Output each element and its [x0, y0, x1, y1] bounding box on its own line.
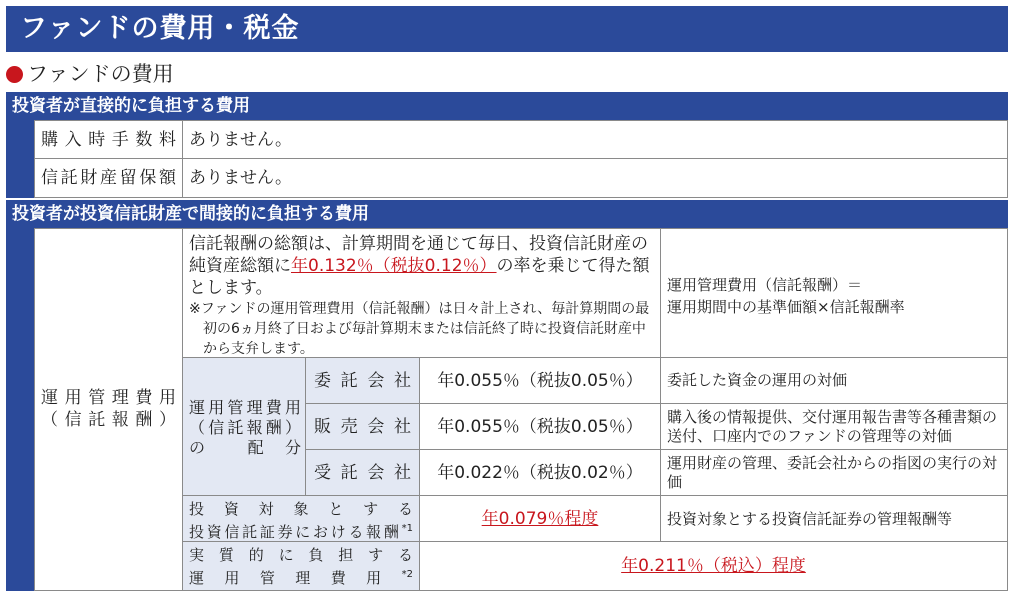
invest-target-desc: 投資対象とする投資信託証券の管理報酬等: [660, 495, 1008, 542]
desc-distributor: 購入後の情報提供、交付運用報告書等各種書類の送付、口座内でのファンドの管理等の対価: [660, 403, 1008, 450]
distribution-label: 運用管理費用 （信託報酬） の 配 分: [182, 357, 306, 496]
rate-trustee: 年0.022％（税抜0.02％）: [419, 449, 661, 496]
effective-cost-rate: 年0.211％（税込）程度: [419, 541, 1008, 591]
trust-fee-formula: [660, 228, 1008, 358]
section-heading-text: ファンドの費用: [27, 62, 174, 86]
trust-reserve-value: ありません。: [182, 158, 1008, 198]
section-heading: [6, 60, 174, 88]
purchase-fee-label: 購入時手数料: [34, 120, 183, 159]
management-fee-category: [34, 228, 183, 591]
direct-costs-sidebar: [6, 120, 34, 198]
formula-line-1: 運用管理費用（信託報酬）＝: [667, 276, 863, 294]
invest-target-label: 投資対象とする 投資信託証券における報酬$^{*1}$: [182, 495, 420, 542]
formula-line-2: 運用期間中の基準価額×信託報酬率: [667, 298, 905, 316]
desc-consignor: 委託した資金の運用の対価: [660, 357, 1008, 404]
party-distributor: 販売会社: [305, 403, 420, 450]
page-title: ファンドの費用・税金: [6, 6, 1008, 52]
purchase-fee-value: ありません。: [182, 120, 1008, 159]
desc-trustee: 運用財産の管理、委託会社からの指図の実行の対価: [660, 449, 1008, 496]
indirect-costs-sidebar: [6, 228, 34, 591]
trust-fee-text: 信託報酬の総額は、計算期間を通じて毎日、投資信託財産の純資産総額に年0.132％（税抜0.12％）の率を乗じて得た額とします。: [189, 234, 650, 298]
trust-fee-note: ※ファンドの運用管理費用（信託報酬）は日々計上され、毎計算期間の最初の6ヵ月終了日および毎計算期末または信託終了時に投資信託財産中から支弁します。: [189, 301, 650, 357]
category-line-1: 運用管理費用: [41, 388, 176, 408]
category-line-2: （信託報酬）: [41, 410, 176, 430]
red-bullet-icon: [6, 66, 23, 83]
effective-cost-label: 実質的に負担する 運用管理費用$^{*2}$: [182, 541, 420, 591]
trust-fee-explanation: [182, 228, 661, 358]
party-trustee: 受託会社: [305, 449, 420, 496]
direct-costs-header: 投資者が直接的に負担する費用: [6, 92, 1008, 120]
trust-reserve-label: 信託財産留保額: [34, 158, 183, 198]
rate-consignor: 年0.055％（税抜0.05％）: [419, 357, 661, 404]
trust-fee-rate: 年0.132％（税抜0.12％）: [291, 256, 497, 276]
rate-distributor: 年0.055％（税抜0.05％）: [419, 403, 661, 450]
party-consignor: 委託会社: [305, 357, 420, 404]
invest-target-rate: 年0.079％程度: [419, 495, 661, 542]
indirect-costs-header: 投資者が投資信託財産で間接的に負担する費用: [6, 200, 1008, 228]
